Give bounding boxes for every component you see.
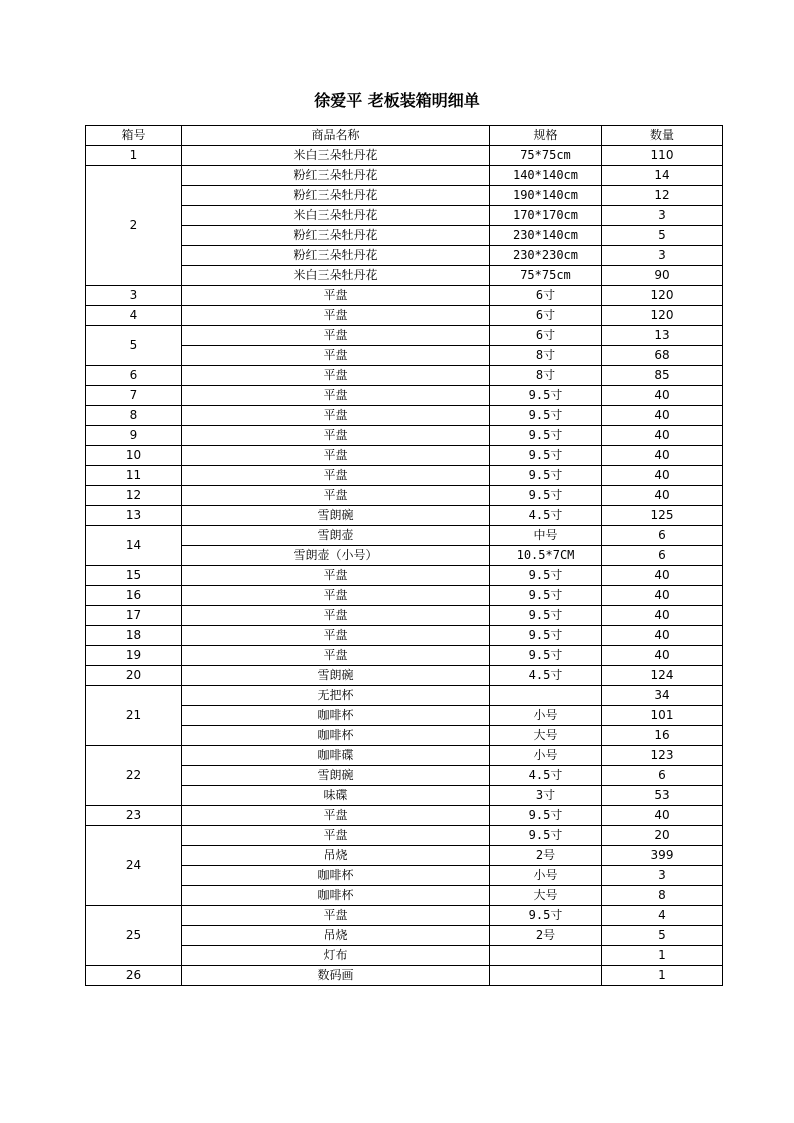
product-name-cell: 味碟 — [182, 786, 490, 806]
table-row — [86, 226, 723, 246]
quantity-cell: 20 — [602, 826, 723, 846]
box-number-cell: 2 — [86, 166, 182, 286]
table-row — [86, 166, 723, 186]
box-number-cell: 26 — [86, 966, 182, 986]
spec-cell: 9.5寸 — [490, 626, 602, 646]
table-row — [86, 826, 723, 846]
quantity-cell: 124 — [602, 666, 723, 686]
spec-cell — [490, 686, 602, 706]
product-name-cell: 咖啡杯 — [182, 866, 490, 886]
table-row — [86, 746, 723, 766]
spec-cell: 3寸 — [490, 786, 602, 806]
spec-cell — [490, 966, 602, 986]
spec-cell: 9.5寸 — [490, 646, 602, 666]
spec-cell: 大号 — [490, 726, 602, 746]
quantity-cell: 40 — [602, 446, 723, 466]
spec-cell: 6寸 — [490, 326, 602, 346]
table-row — [86, 386, 723, 406]
product-name-cell: 灯布 — [182, 946, 490, 966]
spec-cell: 9.5寸 — [490, 586, 602, 606]
product-name-cell: 咖啡杯 — [182, 726, 490, 746]
table-row — [86, 546, 723, 566]
quantity-cell: 1 — [602, 946, 723, 966]
table-row — [86, 806, 723, 826]
table-row — [86, 706, 723, 726]
quantity-cell: 40 — [602, 646, 723, 666]
product-name-cell: 平盘 — [182, 446, 490, 466]
spec-cell: 6寸 — [490, 286, 602, 306]
spec-cell: 9.5寸 — [490, 406, 602, 426]
product-name-cell: 平盘 — [182, 906, 490, 926]
product-name-cell: 平盘 — [182, 366, 490, 386]
box-number-cell: 24 — [86, 826, 182, 906]
quantity-cell: 5 — [602, 926, 723, 946]
product-name-cell: 平盘 — [182, 646, 490, 666]
table-row — [86, 446, 723, 466]
table-row — [86, 346, 723, 366]
quantity-cell: 40 — [602, 466, 723, 486]
box-number-cell: 23 — [86, 806, 182, 826]
spec-cell: 大号 — [490, 886, 602, 906]
quantity-cell: 6 — [602, 766, 723, 786]
quantity-cell: 125 — [602, 506, 723, 526]
spec-cell: 75*75cm — [490, 146, 602, 166]
product-name-cell: 咖啡杯 — [182, 706, 490, 726]
box-number-cell: 20 — [86, 666, 182, 686]
product-name-cell: 咖啡碟 — [182, 746, 490, 766]
quantity-cell: 123 — [602, 746, 723, 766]
quantity-cell: 4 — [602, 906, 723, 926]
quantity-cell: 120 — [602, 286, 723, 306]
quantity-cell: 3 — [602, 866, 723, 886]
table-row — [86, 406, 723, 426]
table-row — [86, 846, 723, 866]
product-name-cell: 无把杯 — [182, 686, 490, 706]
spec-cell: 9.5寸 — [490, 806, 602, 826]
table-row — [86, 206, 723, 226]
box-number-cell: 8 — [86, 406, 182, 426]
product-name-cell: 平盘 — [182, 406, 490, 426]
product-name-cell: 粉红三朵牡丹花 — [182, 226, 490, 246]
quantity-cell: 40 — [602, 406, 723, 426]
quantity-cell: 40 — [602, 386, 723, 406]
table-row — [86, 886, 723, 906]
quantity-cell: 110 — [602, 146, 723, 166]
box-number-cell: 17 — [86, 606, 182, 626]
table-row — [86, 686, 723, 706]
spec-cell: 230*140cm — [490, 226, 602, 246]
quantity-cell: 1 — [602, 966, 723, 986]
product-name-cell: 雪朗壶 — [182, 526, 490, 546]
spec-cell: 4.5寸 — [490, 666, 602, 686]
spec-cell: 9.5寸 — [490, 466, 602, 486]
quantity-cell: 14 — [602, 166, 723, 186]
box-number-cell: 25 — [86, 906, 182, 966]
spec-cell: 9.5寸 — [490, 486, 602, 506]
quantity-cell: 12 — [602, 186, 723, 206]
table-row — [86, 266, 723, 286]
quantity-cell: 40 — [602, 806, 723, 826]
table-row — [86, 526, 723, 546]
spec-cell: 75*75cm — [490, 266, 602, 286]
table-row — [86, 466, 723, 486]
box-number-cell: 12 — [86, 486, 182, 506]
spec-cell: 中号 — [490, 526, 602, 546]
box-number-cell: 6 — [86, 366, 182, 386]
product-name-cell: 平盘 — [182, 346, 490, 366]
box-number-cell: 21 — [86, 686, 182, 746]
spec-cell — [490, 946, 602, 966]
box-number-cell: 9 — [86, 426, 182, 446]
quantity-cell: 53 — [602, 786, 723, 806]
quantity-cell: 13 — [602, 326, 723, 346]
table-row — [86, 786, 723, 806]
table-header-row — [86, 126, 723, 146]
product-name-cell: 雪朗壶（小号） — [182, 546, 490, 566]
table-row — [86, 366, 723, 386]
spec-cell: 9.5寸 — [490, 446, 602, 466]
quantity-cell: 101 — [602, 706, 723, 726]
header-box-number: 箱号 — [86, 126, 182, 146]
product-name-cell: 粉红三朵牡丹花 — [182, 166, 490, 186]
spec-cell: 4.5寸 — [490, 766, 602, 786]
table-row — [86, 186, 723, 206]
product-name-cell: 粉红三朵牡丹花 — [182, 186, 490, 206]
box-number-cell: 22 — [86, 746, 182, 806]
table-row — [86, 646, 723, 666]
spec-cell: 小号 — [490, 746, 602, 766]
page-title: 徐爱平 老板装箱明细单 — [314, 91, 480, 110]
product-name-cell: 雪朗碗 — [182, 766, 490, 786]
spec-cell: 9.5寸 — [490, 606, 602, 626]
table-row — [86, 926, 723, 946]
table-row — [86, 246, 723, 266]
table-row — [86, 286, 723, 306]
product-name-cell: 平盘 — [182, 586, 490, 606]
header-product-name: 商品名称 — [182, 126, 490, 146]
box-number-cell: 15 — [86, 566, 182, 586]
spec-cell: 小号 — [490, 866, 602, 886]
product-name-cell: 米白三朵牡丹花 — [182, 146, 490, 166]
table-row — [86, 146, 723, 166]
product-name-cell: 平盘 — [182, 486, 490, 506]
spec-cell: 8寸 — [490, 366, 602, 386]
product-name-cell: 平盘 — [182, 326, 490, 346]
product-name-cell: 粉红三朵牡丹花 — [182, 246, 490, 266]
table-row — [86, 726, 723, 746]
spec-cell: 190*140cm — [490, 186, 602, 206]
product-name-cell: 平盘 — [182, 566, 490, 586]
table-row — [86, 946, 723, 966]
spec-cell: 2号 — [490, 846, 602, 866]
table-row — [86, 966, 723, 986]
box-number-cell: 7 — [86, 386, 182, 406]
quantity-cell: 16 — [602, 726, 723, 746]
product-name-cell: 雪朗碗 — [182, 506, 490, 526]
quantity-cell: 34 — [602, 686, 723, 706]
quantity-cell: 399 — [602, 846, 723, 866]
table-row — [86, 866, 723, 886]
spec-cell: 140*140cm — [490, 166, 602, 186]
spec-cell: 9.5寸 — [490, 386, 602, 406]
spec-cell: 9.5寸 — [490, 826, 602, 846]
product-name-cell: 雪朗碗 — [182, 666, 490, 686]
product-name-cell: 平盘 — [182, 806, 490, 826]
spec-cell: 170*170cm — [490, 206, 602, 226]
quantity-cell: 6 — [602, 526, 723, 546]
product-name-cell: 咖啡杯 — [182, 886, 490, 906]
box-number-cell: 5 — [86, 326, 182, 366]
table-row — [86, 326, 723, 346]
spec-cell: 6寸 — [490, 306, 602, 326]
header-quantity: 数量 — [602, 126, 723, 146]
quantity-cell: 40 — [602, 606, 723, 626]
table-row — [86, 486, 723, 506]
product-name-cell: 平盘 — [182, 466, 490, 486]
box-number-cell: 16 — [86, 586, 182, 606]
quantity-cell: 40 — [602, 626, 723, 646]
product-name-cell: 吊烧 — [182, 846, 490, 866]
spec-cell: 8寸 — [490, 346, 602, 366]
box-number-cell: 3 — [86, 286, 182, 306]
table-row — [86, 606, 723, 626]
box-number-cell: 4 — [86, 306, 182, 326]
quantity-cell: 3 — [602, 246, 723, 266]
spec-cell: 10.5*7CM — [490, 546, 602, 566]
quantity-cell: 40 — [602, 426, 723, 446]
quantity-cell: 90 — [602, 266, 723, 286]
quantity-cell: 40 — [602, 486, 723, 506]
spec-cell: 4.5寸 — [490, 506, 602, 526]
product-name-cell: 吊烧 — [182, 926, 490, 946]
table-row — [86, 666, 723, 686]
table-row — [86, 506, 723, 526]
box-number-cell: 18 — [86, 626, 182, 646]
product-name-cell: 平盘 — [182, 626, 490, 646]
quantity-cell: 120 — [602, 306, 723, 326]
quantity-cell: 8 — [602, 886, 723, 906]
product-name-cell: 数码画 — [182, 966, 490, 986]
box-number-cell: 11 — [86, 466, 182, 486]
packing-table — [85, 125, 723, 986]
spec-cell: 9.5寸 — [490, 906, 602, 926]
spec-cell: 小号 — [490, 706, 602, 726]
quantity-cell: 68 — [602, 346, 723, 366]
spec-cell: 9.5寸 — [490, 566, 602, 586]
box-number-cell: 19 — [86, 646, 182, 666]
product-name-cell: 平盘 — [182, 306, 490, 326]
product-name-cell: 平盘 — [182, 606, 490, 626]
table-row — [86, 426, 723, 446]
quantity-cell: 40 — [602, 586, 723, 606]
table-row — [86, 626, 723, 646]
product-name-cell: 米白三朵牡丹花 — [182, 266, 490, 286]
quantity-cell: 3 — [602, 206, 723, 226]
product-name-cell: 平盘 — [182, 426, 490, 446]
box-number-cell: 10 — [86, 446, 182, 466]
spec-cell: 230*230cm — [490, 246, 602, 266]
quantity-cell: 85 — [602, 366, 723, 386]
box-number-cell: 14 — [86, 526, 182, 566]
quantity-cell: 40 — [602, 566, 723, 586]
table-body — [86, 146, 723, 986]
table-row — [86, 906, 723, 926]
spec-cell: 9.5寸 — [490, 426, 602, 446]
product-name-cell: 平盘 — [182, 826, 490, 846]
box-number-cell: 13 — [86, 506, 182, 526]
table-row — [86, 566, 723, 586]
spec-cell: 2号 — [490, 926, 602, 946]
product-name-cell: 平盘 — [182, 386, 490, 406]
table-row — [86, 766, 723, 786]
box-number-cell: 1 — [86, 146, 182, 166]
quantity-cell: 5 — [602, 226, 723, 246]
table-row — [86, 306, 723, 326]
product-name-cell: 平盘 — [182, 286, 490, 306]
quantity-cell: 6 — [602, 546, 723, 566]
product-name-cell: 米白三朵牡丹花 — [182, 206, 490, 226]
header-spec: 规格 — [490, 126, 602, 146]
table-row — [86, 586, 723, 606]
